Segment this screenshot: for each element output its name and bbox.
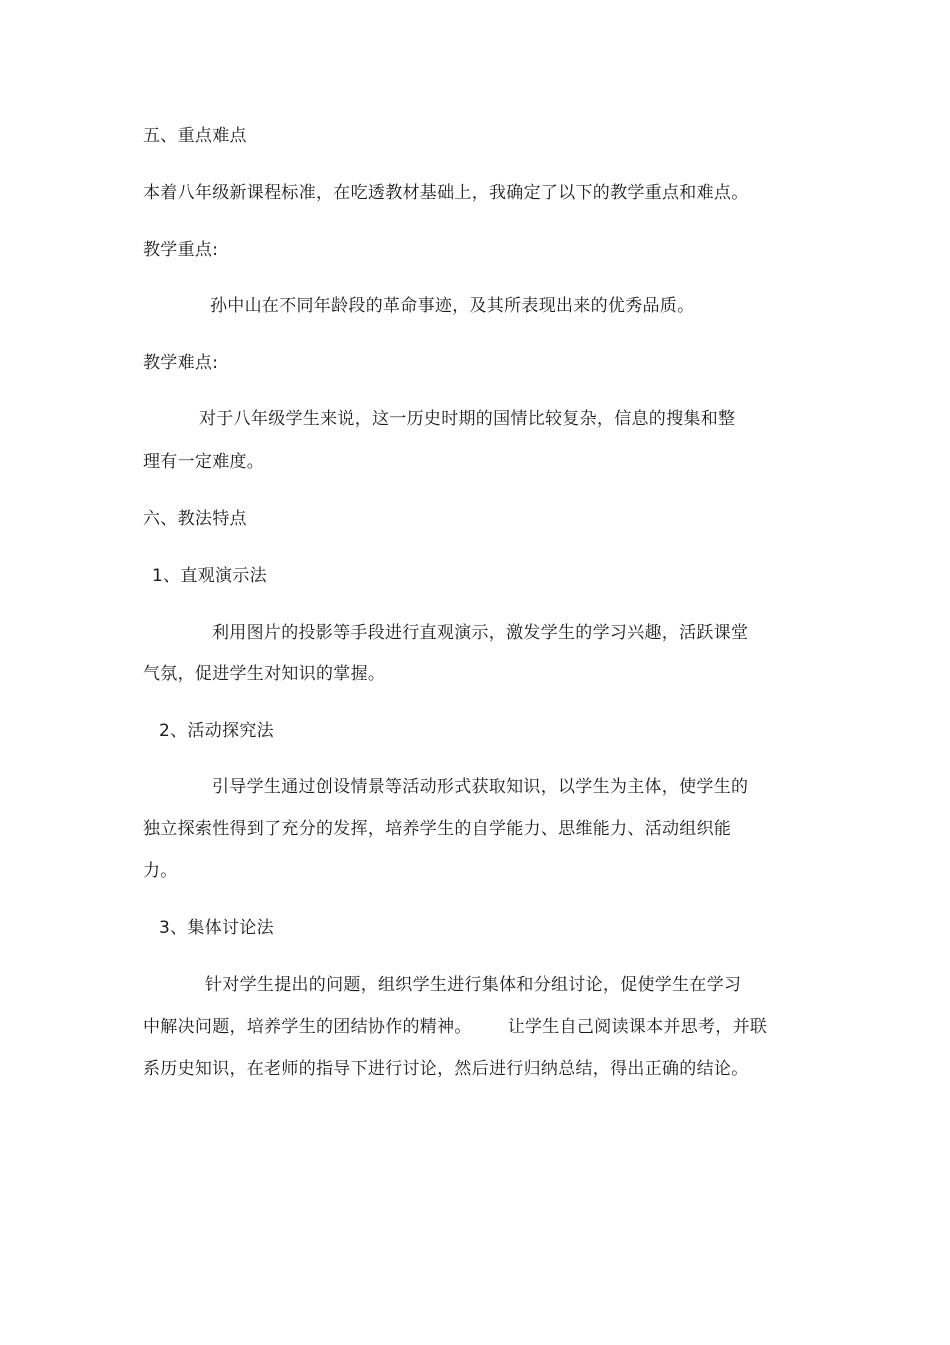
focus-text: 孙中山在不同年龄段的革命事迹，及其所表现出来的优秀品质。 (210, 296, 695, 316)
section5-heading: 五、重点难点 (143, 126, 247, 146)
method1-text-line-2: 气氛，促进学生对知识的掌握。 (143, 664, 386, 684)
method2-text-line-1: 引导学生通过创设情景等活动形式获取知识，以学生为主体，使学生的 (212, 777, 749, 797)
method3-text-line-1: 针对学生提出的问题，组织学生进行集体和分组讨论，促使学生在学习 (205, 975, 742, 995)
method2-text-line-3: 力。 (143, 861, 178, 881)
difficulty-text-line-2: 理有一定难度。 (143, 452, 265, 472)
method3-text-line-2a: 中解决问题，培养学生的团结协作的精神。 (143, 1017, 472, 1037)
section6-heading: 六、教法特点 (143, 509, 247, 529)
method3-title: 3、集体讨论法 (159, 918, 274, 938)
difficulty-text-line-1: 对于八年级学生来说，这一历史时期的国情比较复杂，信息的搜集和整 (199, 409, 736, 429)
section5-intro: 本着八年级新课程标准，在吃透教材基础上，我确定了以下的教学重点和难点。 (143, 183, 749, 203)
focus-label: 教学重点: (143, 240, 219, 260)
method1-title: 1、直观演示法 (152, 566, 267, 586)
method2-title: 2、活动探究法 (159, 721, 274, 741)
method3-text-line-2 (143, 1016, 767, 1038)
difficulty-label: 教学难点: (143, 353, 219, 373)
method2-text-line-2: 独立探索性得到了充分的发挥，培养学生的自学能力、思维能力、活动组织能 (143, 819, 732, 839)
method3-text-line-3: 系历史知识，在老师的指导下进行讨论，然后进行归纳总结，得出正确的结论。 (143, 1059, 749, 1079)
method1-text-line-1: 利用图片的投影等手段进行直观演示，激发学生的学习兴趣，活跃课堂 (212, 623, 749, 643)
method3-text-line-2b: 让学生自己阅读课本并思考，并联 (507, 1017, 768, 1037)
